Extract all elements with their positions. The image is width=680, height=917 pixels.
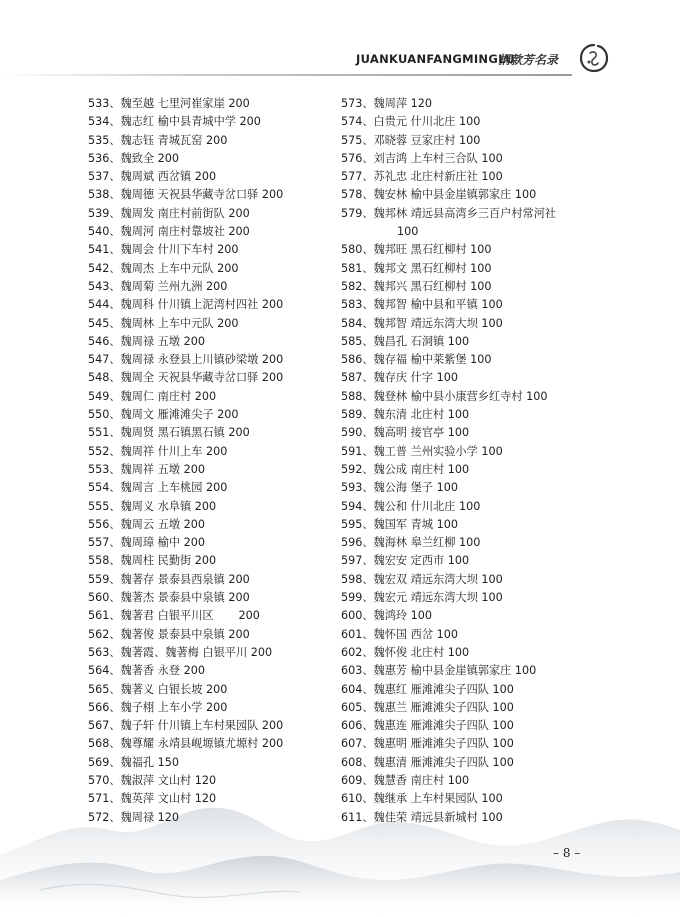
donor-entry: 582、魏邦兴 黑石红柳村 100 (341, 279, 492, 293)
donor-entry: 557、魏周璋 榆中 200 (88, 536, 205, 550)
donor-entry: 565、魏著义 白银长坡 200 (88, 682, 228, 696)
donor-entry: 543、魏周菊 兰州九洲 200 (88, 279, 228, 293)
donor-entry: 559、魏著存 景泰县西泉镇 200 (88, 572, 250, 586)
donor-entry: 601、魏怀国 西岔 100 (341, 627, 458, 641)
donor-entry: 540、魏周河 南庄村靠坡社 200 (88, 225, 250, 239)
donor-entry: 580、魏邦旺 黑石红柳村 100 (341, 243, 492, 257)
ink-circle-logo-icon (578, 42, 610, 74)
donor-entry: 541、魏周会 什川下车村 200 (88, 243, 239, 257)
donor-entry: 593、魏公海 堡子 100 (341, 481, 458, 495)
donor-list-right-column (341, 95, 601, 827)
donor-entry: 596、魏海林 皋兰红柳 100 (341, 536, 481, 550)
donor-entry: 558、魏周柱 民勤街 200 (88, 554, 217, 568)
donor-entry: 553、魏周祥 五墩 200 (88, 462, 205, 476)
donor-entry: 588、魏登林 榆中县小康营乡红寺村 100 (341, 389, 548, 403)
donor-entry: 581、魏邦文 黑石红柳村 100 (341, 261, 492, 275)
donor-entry: 603、魏惠芳 榆中县金崖镇郭家庄 100 (341, 664, 537, 678)
donor-entry: 571、魏英萍 文山村 120 (88, 792, 217, 806)
donor-entry: 560、魏著杰 景泰县中泉镇 200 (88, 591, 250, 605)
donor-entry: 590、魏高明 接官亭 100 (341, 426, 470, 440)
donor-entry: 584、魏邦智 靖远东湾大坝 100 (341, 316, 503, 330)
donor-entry: 608、魏惠清 雁滩滩尖子四队 100 (341, 755, 514, 769)
donor-entry: 607、魏惠明 雁滩滩尖子四队 100 (341, 737, 514, 751)
donor-entry: 606、魏惠连 雁滩滩尖子四队 100 (341, 719, 514, 733)
donor-entry: 534、魏志红 榆中县青城中学 200 (88, 115, 261, 129)
donor-entry: 538、魏周德 天祝县华藏寺岔口驿 200 (88, 188, 284, 202)
donor-entry: 574、白贵元 什川北庄 100 (341, 115, 481, 129)
donor-entry: 610、魏继承 上车村果园队 100 (341, 792, 503, 806)
donor-entry: 550、魏周文 雁滩滩尖子 200 (88, 408, 239, 422)
page-number: – 8 – (553, 846, 581, 860)
donor-list-left-column (88, 95, 338, 827)
donor-entry: 545、魏周林 上车中元队 200 (88, 316, 239, 330)
donor-entry: 605、魏惠兰 雁滩滩尖子四队 100 (341, 700, 514, 714)
donor-entry: 555、魏周义 水阜镇 200 (88, 499, 217, 513)
header-title-chinese: 捐款芳名录 (498, 53, 559, 67)
donor-entry: 579、魏邦林 靖远县高湾乡三百户村常河社 (341, 206, 557, 220)
donor-entry: 548、魏周全 天祝县华藏寺岔口驿 200 (88, 371, 284, 385)
donor-entry: 572、魏周禄 120 (88, 810, 180, 824)
header-title-pinyin: JUANKUANFANGMINGLU (356, 52, 515, 66)
donor-entry: 546、魏周禄 五墩 200 (88, 334, 205, 348)
donor-entry: 544、魏周科 什川镇上泥湾村四社 200 (88, 298, 284, 312)
donor-entry: 567、魏子轩 什川镇上车村果园队 200 (88, 719, 284, 733)
donor-entry: 542、魏周杰 上车中元队 200 (88, 261, 239, 275)
donor-entry: 568、魏尊耀 永靖县岘塬镇尤塬村 200 (88, 737, 284, 751)
donor-entry: 573、魏周萍 120 (341, 97, 433, 110)
donor-entry: 597、魏宏安 定西市 100 (341, 554, 470, 568)
donor-entry: 547、魏周禄 永登县上川镇砂梁墩 200 (88, 353, 284, 367)
donor-entry: 561、魏著君 白银平川区 200 (88, 609, 260, 623)
donor-entry: 585、魏昌孔 石洞镇 100 (341, 334, 470, 348)
donor-entry: 536、魏致全 200 (88, 151, 180, 165)
donor-entry: 556、魏周云 五墩 200 (88, 517, 205, 531)
donor-entry: 611、魏佳荣 靖远县新城村 100 (341, 810, 503, 824)
donor-entry: 549、魏周仁 南庄村 200 (88, 389, 217, 403)
donor-entry: 609、魏慧香 南庄村 100 (341, 773, 470, 787)
donor-entry: 576、刘吉鸿 上车村三合队 100 (341, 151, 503, 165)
donor-entry: 598、魏宏双 靖远东湾大坝 100 (341, 572, 503, 586)
donor-entry: 595、魏国军 青城 100 (341, 517, 458, 531)
donor-entry: 600、魏鸿玲 100 (341, 609, 433, 623)
donor-entry: 554、魏周言 上车桃园 200 (88, 481, 228, 495)
donor-entry: 566、魏子栩 上车小学 200 (88, 700, 228, 714)
header-divider (0, 74, 572, 76)
donor-entry: 578、魏安林 榆中县金崖镇郭家庄 100 (341, 188, 537, 202)
donor-entry: 577、苏礼忠 北庄村新庄社 100 (341, 170, 503, 184)
donor-entry: 604、魏惠红 雁滩滩尖子四队 100 (341, 682, 514, 696)
donor-entry: 100 (397, 225, 419, 239)
donor-entry: 591、魏工普 兰州实验小学 100 (341, 444, 503, 458)
donor-entry: 564、魏著香 永登 200 (88, 664, 205, 678)
donor-entry: 537、魏周斌 西岔镇 200 (88, 170, 217, 184)
donor-entry: 563、魏著霞、魏著梅 白银平川 200 (88, 645, 273, 659)
donor-entry: 570、魏淑萍 文山村 120 (88, 773, 217, 787)
donor-entry: 533、魏至越 七里河崔家崖 200 (88, 97, 250, 110)
donor-entry: 562、魏著俊 景泰县中泉镇 200 (88, 627, 250, 641)
donor-entry: 589、魏东清 北庄村 100 (341, 408, 470, 422)
donor-entry: 587、魏存庆 什字 100 (341, 371, 458, 385)
donor-entry: 552、魏周祥 什川上车 200 (88, 444, 228, 458)
donor-entry: 551、魏周贤 黑石镇黑石镇 200 (88, 426, 250, 440)
donor-entry: 535、魏志钰 青城瓦窑 200 (88, 133, 228, 147)
donor-entry: 586、魏存福 榆中莱紫堡 100 (341, 353, 492, 367)
donor-entry: 599、魏宏元 靖远东湾大坝 100 (341, 591, 503, 605)
donor-entry: 592、魏公成 南庄村 100 (341, 462, 470, 476)
donor-entry: 569、魏福孔 150 (88, 755, 180, 769)
donor-entry: 575、邓晓蓉 豆家庄村 100 (341, 133, 481, 147)
donor-entry: 583、魏邦智 榆中县和平镇 100 (341, 298, 503, 312)
donor-entry: 602、魏怀俊 北庄村 100 (341, 645, 470, 659)
donor-entry: 539、魏周发 南庄村前街队 200 (88, 206, 250, 220)
donor-entry: 594、魏公和 什川北庄 100 (341, 499, 481, 513)
